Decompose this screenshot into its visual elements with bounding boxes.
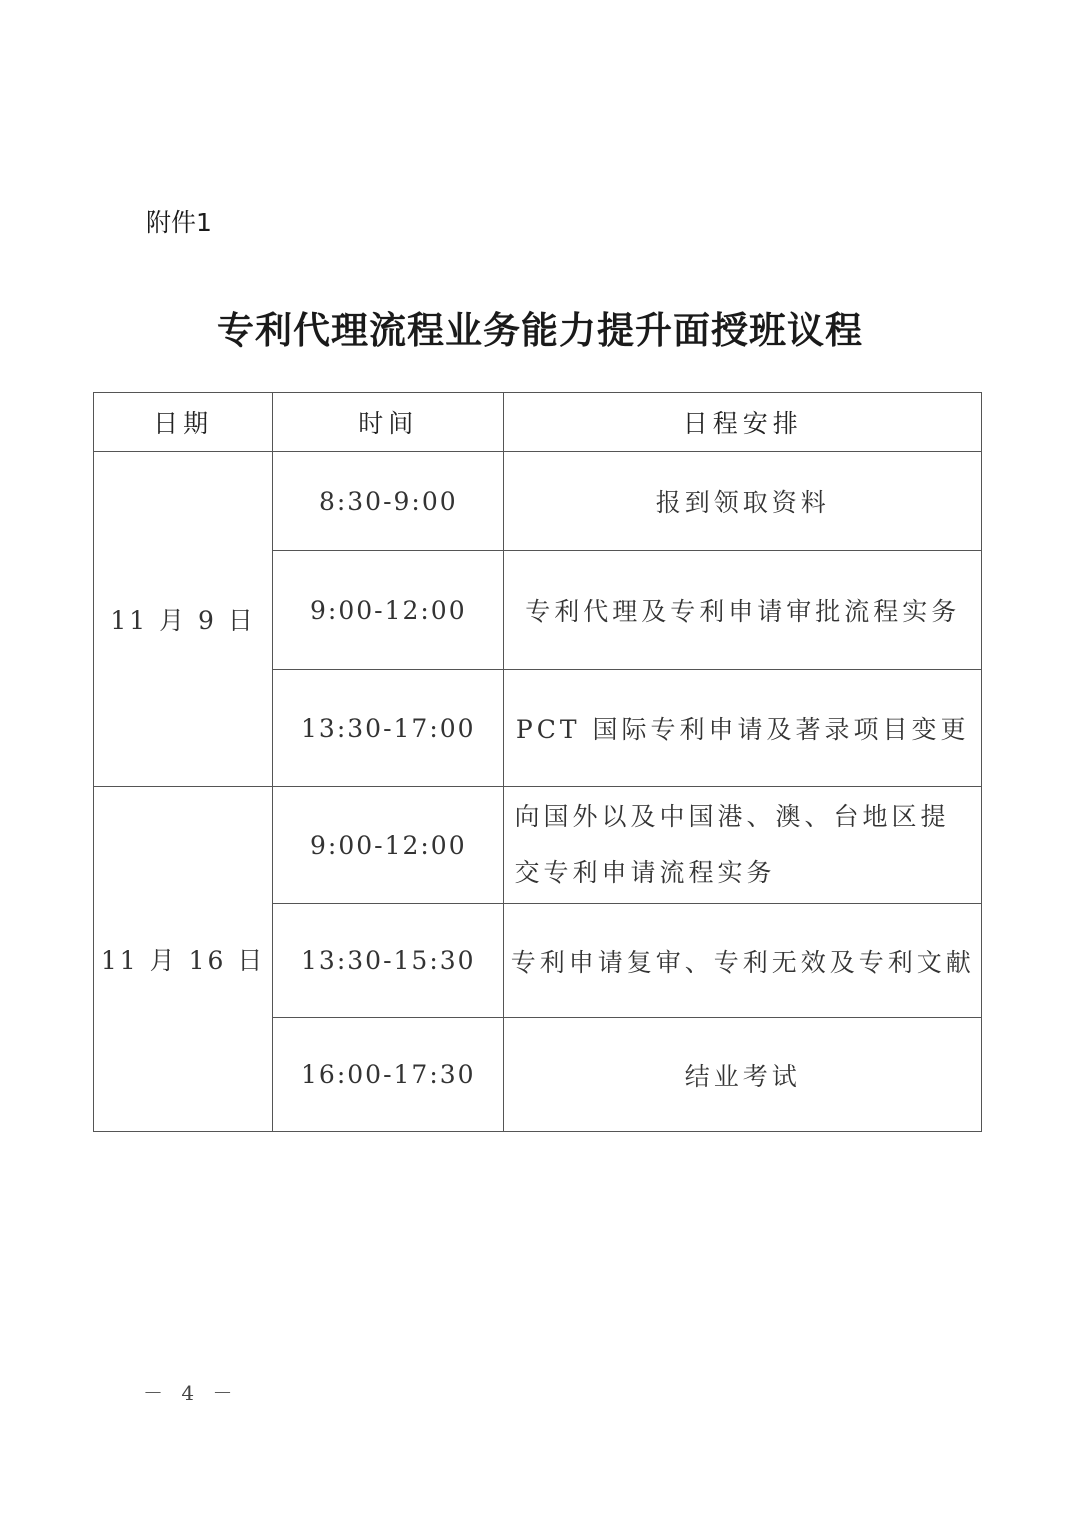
table-header-row [94,393,982,452]
schedule-cell: 专利申请复审、专利无效及专利文献 [504,904,982,1018]
table-row [94,787,982,904]
agenda-table [93,392,982,1132]
attachment-label: 附件1 [146,208,212,237]
schedule-cell: 专利代理及专利申请审批流程实务 [504,551,982,670]
time-cell: 13:30-15:30 [273,904,504,1018]
time-cell: 8:30-9:00 [273,452,504,551]
table-row [94,452,982,551]
column-header-time: 时间 [273,393,504,452]
schedule-cell: PCT 国际专利申请及著录项目变更 [504,670,982,787]
column-header-date: 日期 [94,393,273,452]
time-cell: 9:00-12:00 [273,787,504,904]
date-cell: 11 月 9 日 [94,452,273,787]
time-cell: 9:00-12:00 [273,551,504,670]
page-number: － 4 － [143,1381,239,1405]
column-header-schedule: 日程安排 [504,393,982,452]
schedule-cell: 结业考试 [504,1018,982,1132]
time-cell: 13:30-17:00 [273,670,504,787]
schedule-cell: 向国外以及中国港、澳、台地区提交专利申请流程实务 [504,787,982,904]
time-cell: 16:00-17:30 [273,1018,504,1132]
date-cell: 11 月 16 日 [94,787,273,1132]
schedule-cell: 报到领取资料 [504,452,982,551]
document-title: 专利代理流程业务能力提升面授班议程 [217,309,863,352]
